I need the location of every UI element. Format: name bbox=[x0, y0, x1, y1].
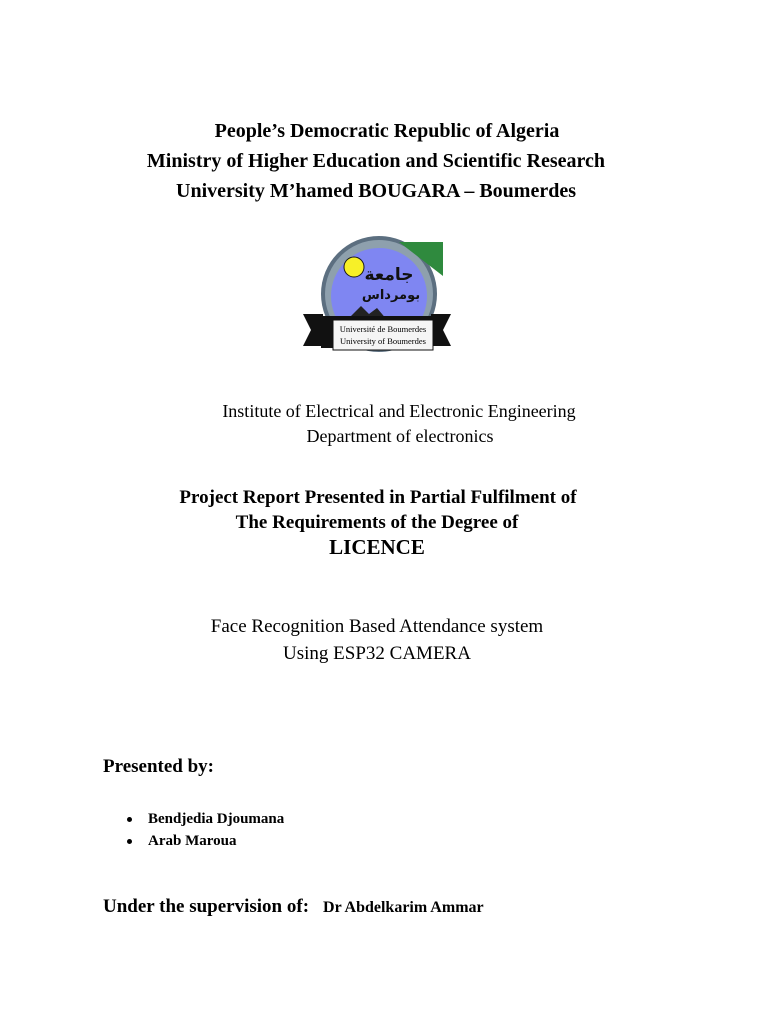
project-title-line-2: Using ESP32 CAMERA bbox=[283, 643, 471, 664]
report-line-2: The Requirements of the Degree of bbox=[235, 512, 519, 533]
logo-arabic-line2: بومرداس bbox=[361, 288, 421, 303]
supervisor-name: Dr Abdelkarim Ammar bbox=[323, 899, 484, 916]
project-title-line-1: Face Recognition Based Attendance system bbox=[210, 616, 544, 637]
banner-left-tail bbox=[303, 314, 323, 346]
institute-name: Institute of Electrical and Electronic Engineering bbox=[222, 401, 576, 421]
list-item bbox=[124, 832, 284, 854]
bullet-icon bbox=[127, 817, 132, 822]
author-name: Arab Maroua bbox=[148, 833, 237, 849]
university-name: University M’hamed BOUGARA – Boumerdes bbox=[176, 180, 576, 202]
logo-arabic-line1: جامعة bbox=[364, 265, 414, 285]
department-name: Department of electronics bbox=[306, 426, 494, 446]
supervision-line bbox=[103, 896, 484, 918]
logo-banner-line2: University of Boumerdes bbox=[340, 336, 426, 346]
list-item bbox=[124, 810, 284, 832]
country-name: People’s Democratic Republic of Algeria bbox=[214, 120, 560, 142]
logo-banner-line1: Université de Boumerdes bbox=[339, 324, 427, 334]
author-list bbox=[124, 810, 284, 854]
banner-right-tail bbox=[431, 314, 451, 346]
report-line-1: Project Report Presented in Partial Fulfilment of bbox=[179, 487, 577, 508]
supervision-label: Under the supervision of: bbox=[103, 896, 310, 917]
sun-icon bbox=[344, 257, 364, 277]
author-name: Bendjedia Djoumana bbox=[148, 811, 285, 827]
university-logo bbox=[303, 236, 451, 352]
degree-name: LICENCE bbox=[329, 535, 425, 559]
presented-by-label: Presented by: bbox=[103, 756, 214, 777]
bullet-icon bbox=[127, 839, 132, 844]
ministry-name: Ministry of Higher Education and Scientific Research bbox=[146, 150, 606, 172]
